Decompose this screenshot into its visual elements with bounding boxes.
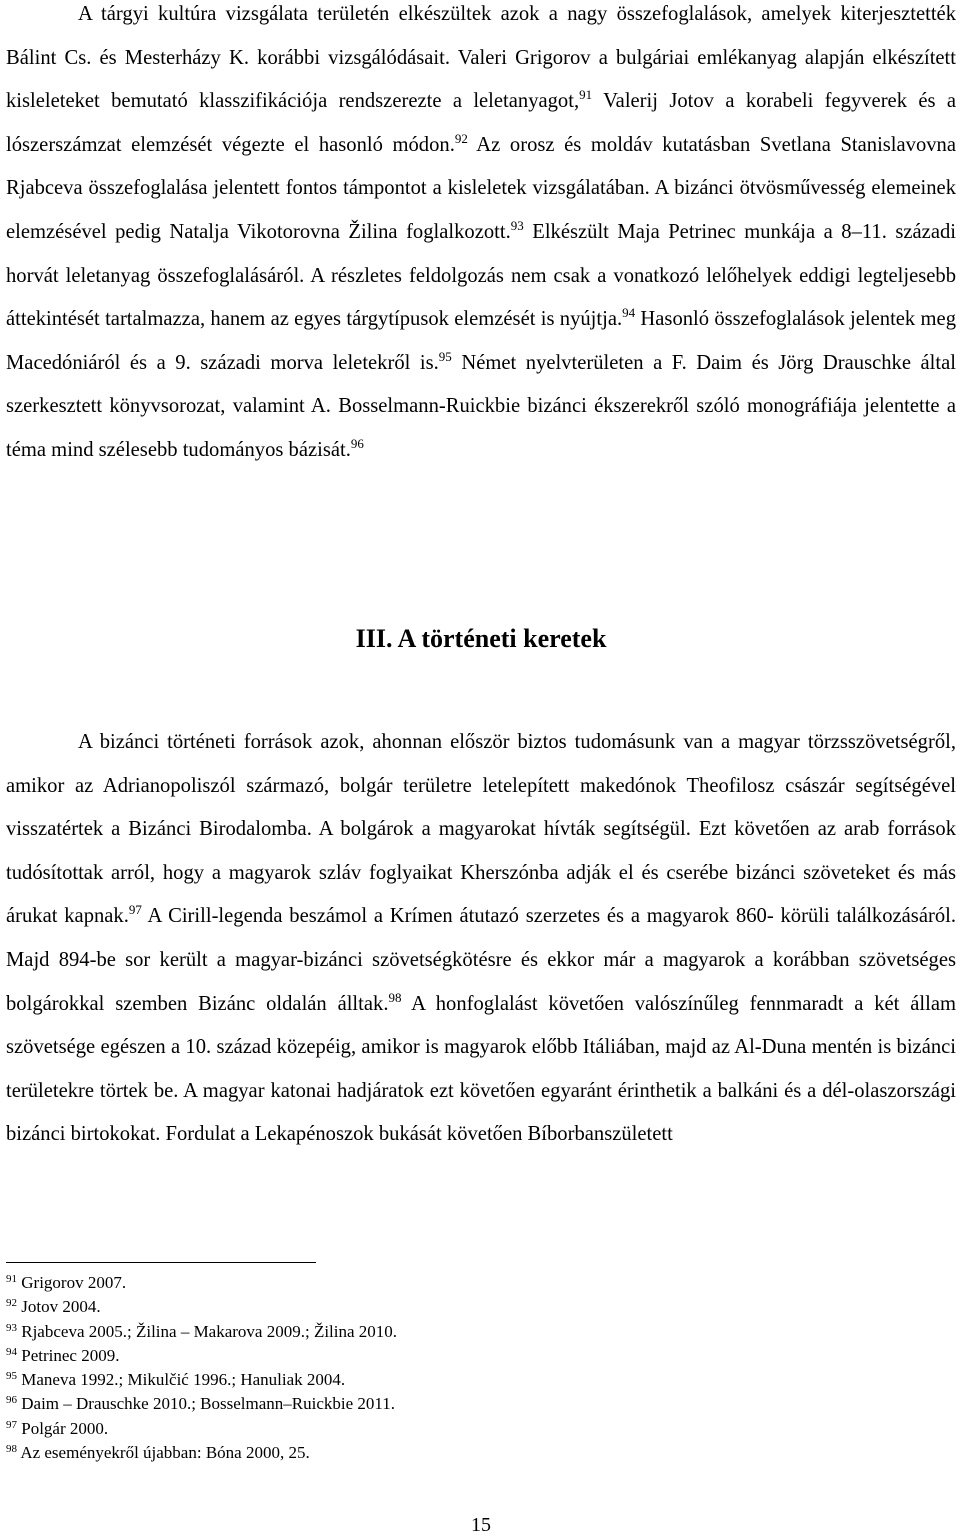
footnote-item: [6, 1295, 397, 1319]
text-run: Elkészült Maja Petrinec munkája a 8–11. századi horvát leletanyag összefoglalásáról. A részletes feldolgozás nem csak a vonatkozó lelőhelyek eddigi legteljesebb áttekintését tartalmazza, hanem az egyes tárgytípusok elemzését is nyújtja.: [6, 220, 956, 331]
body-paragraph-2: [6, 721, 956, 1157]
footnote-text: Polgár 2000.: [21, 1418, 109, 1438]
footnote-text: Petrinec 2009.: [21, 1345, 120, 1365]
text-run: Hasonló összefoglalások jelentek meg Macedóniáról és a 9. századi morva leletekről is.: [6, 308, 956, 374]
footnote-number: 93: [6, 1321, 17, 1334]
section-heading: III. A történeti keretek: [355, 624, 607, 653]
footnote-ref-97[interactable]: 97: [128, 902, 142, 918]
text-run: Az orosz és moldáv kutatásban Svetlana Stanislavovna Rjabceva összefoglalása jelentett fontos támpontot a kisleletek vizsgálatában. A bizánci ötvösművesség elemeinek elemzésével pedig Natalja Vikotorovna Žilina foglalkozott.: [6, 133, 956, 243]
footnote-item: [6, 1441, 397, 1465]
footnote-item: [6, 1271, 397, 1295]
footnote-number: 91: [6, 1272, 17, 1285]
footnote-text: Rjabceva 2005.; Žilina – Makarova 2009.; Žilina 2010.: [21, 1321, 398, 1341]
footnote-item: [6, 1392, 397, 1416]
footnote-number: 92: [6, 1297, 17, 1310]
text-run: A tárgyi kultúra vizsgálata területén elkészültek azok a nagy összefoglalások, amelyek kiterjesztették Bálint Cs. és Mesterházy K. korábbi vizsgálódásait. Valeri Grigorov a bulgáriai emlékanyag alapján elkészített kisleleteket bemutató klasszifikációja rendszerezte a leletanyagot,: [6, 3, 956, 113]
footnote-ref-93[interactable]: 93: [510, 217, 524, 233]
footnote-text: Grigorov 2007.: [21, 1273, 127, 1292]
footnote-number: 98: [6, 1443, 17, 1456]
footnote-ref-96[interactable]: 96: [350, 435, 364, 451]
footnote-ref-92[interactable]: 92: [454, 130, 468, 146]
text-run: A honfoglalást követően valószínűleg fennmaradt a két állam szövetsége egészen a 10. század közepéig, amikor is magyarok előbb Itáliában, majd az Al-Duna mentén is bizánci területekre törtek be. A magyar katonai hadjáratok ezt követően egyaránt érinthetik a balkáni és a dél-olaszországi bizánci birtokokat. Fordulat a Lekapénoszok bukását követően Bíborbanszületett: [6, 992, 956, 1146]
text-run: A bizánci történeti források azok, ahonnan először biztos tudomásunk van a magyar törzsszövetségről, amikor az Adrianopoliszól származó, bolgár területre letelepített makedónok Theofilosz császár segítségével visszatértek a Bizánci Birodalomba. A bolgárok a magyarokat hívták segítségül. Ezt követően az arab források tudósítottak arról, hogy a magyarok szláv foglyaikat Kherszónba adják el és cserébe bizánci szöveteket és más árukat kapnak.: [6, 731, 956, 928]
footnote-number: 94: [6, 1345, 17, 1358]
page-number: 15: [471, 1514, 491, 1536]
footnote-ref-91[interactable]: 91: [579, 87, 593, 103]
footnote-text: Daim – Drauschke 2010.; Bosselmann–Ruickbie 2011.: [21, 1394, 396, 1414]
footnote-number: 97: [6, 1418, 17, 1431]
footnote-number: 96: [6, 1394, 17, 1407]
footnote-item: [6, 1368, 397, 1392]
footnote-separator: [6, 1262, 316, 1263]
footnote-ref-94[interactable]: 94: [622, 305, 636, 321]
footnote-text: Maneva 1992.; Mikulčić 1996.; Hanuliak 2004.: [21, 1370, 346, 1390]
footnote-number: 95: [6, 1370, 17, 1383]
footnote-item: [6, 1417, 397, 1441]
footnote-text: Jotov 2004.: [21, 1297, 101, 1317]
text-run: A Cirill-legenda beszámol a Krímen átutazó szerzetes és a magyarok 860- körüli találkozásáról. Majd 894-be sor került a magyar-bizánci szövetségkötésre és ekkor már a magyarok a korábban szövetséges bolgárokkal szemben Bizánc oldalán álltak.: [6, 905, 956, 1015]
footnote-list: [6, 1271, 397, 1465]
footnote-text: Az eseményekről újabban: Bóna 2000, 25.: [20, 1443, 310, 1463]
footnote-ref-95[interactable]: 95: [438, 348, 452, 364]
footnote-ref-98[interactable]: 98: [388, 989, 402, 1005]
text-run: Német nyelvterületen a F. Daim és Jörg Drauschke által szerkesztett könyvsorozat, valamint A. Bosselmann-Ruickbie bizánci ékszerekről szóló monográfiája jelentette a téma mind szélesebb tudományos bázisát.: [6, 351, 956, 461]
footnote-item: [6, 1344, 397, 1368]
text-run: Valerij Jotov a korabeli fegyverek és a lószerszámzat elemzését végezte el hasonló módon.: [6, 90, 956, 156]
body-paragraph-1: [6, 0, 956, 473]
footnote-item: [6, 1320, 397, 1344]
